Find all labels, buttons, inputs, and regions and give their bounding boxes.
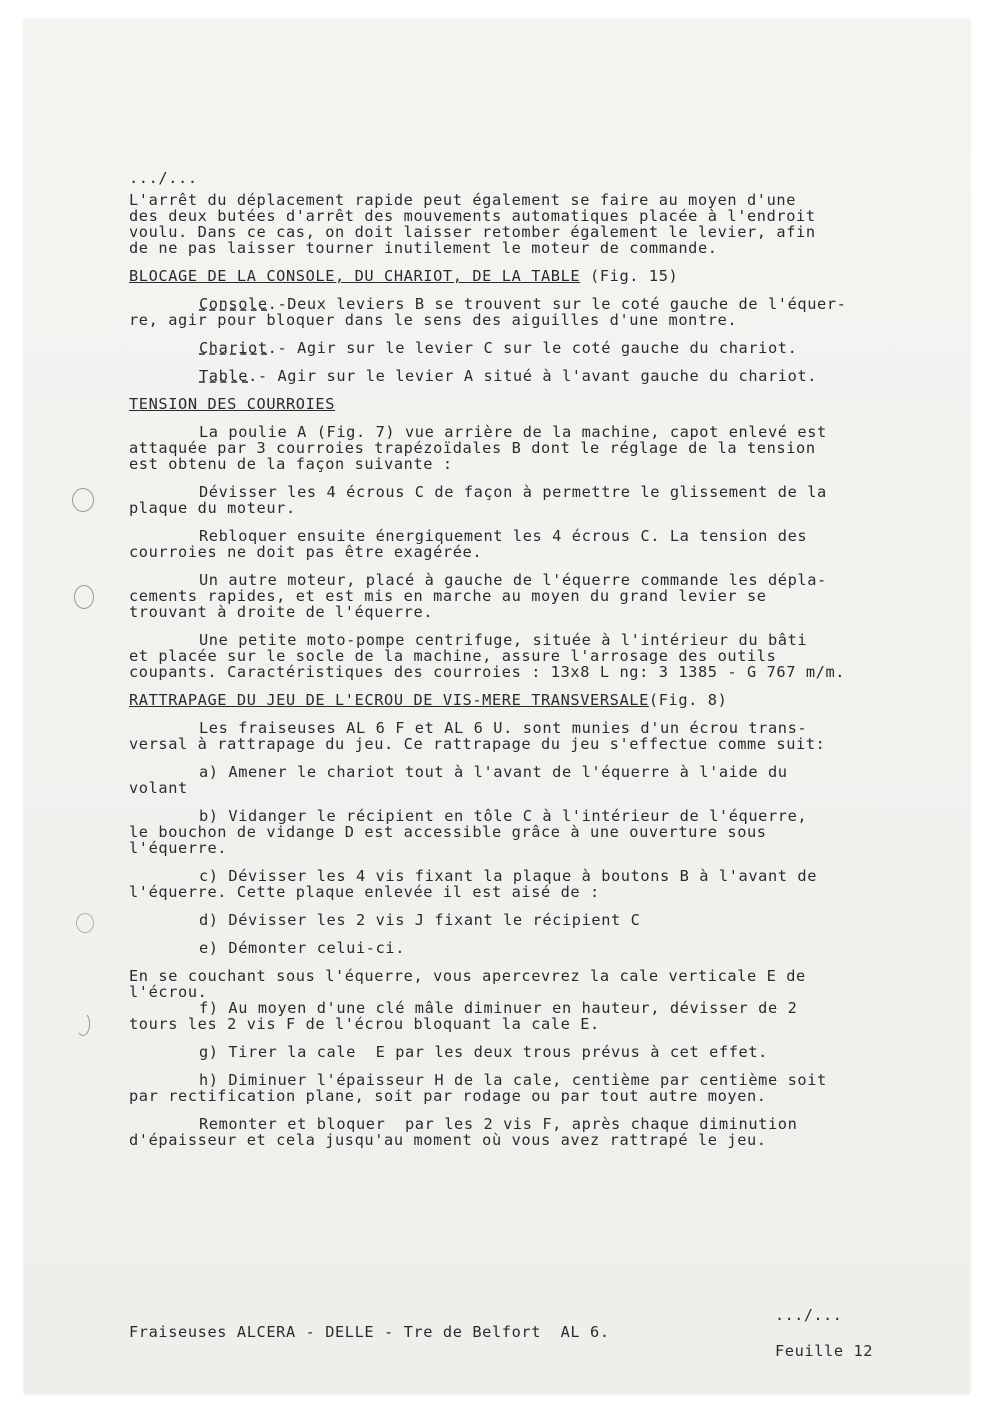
footer-continuation-marker: .../...: [775, 1306, 843, 1324]
step-h: h) Diminuer l'épaisseur H de la cale, centième par centième soit: [199, 1071, 827, 1089]
text-line: trouvant à droite de l'équerre.: [129, 603, 434, 621]
text-line: par rectification plane, soit par rodage ou par tout autre moyen.: [129, 1087, 767, 1105]
step-f: f) Au moyen d'une clé mâle diminuer en hauteur, dévisser de 2: [199, 999, 798, 1017]
text-line: l'équerre.: [129, 839, 228, 857]
text-line: re, agir pour bloquer dans le sens des aiguilles d'une montre.: [129, 311, 738, 329]
text-line: des deux butées d'arrêt des mouvements automatiques placée à l'endroit: [129, 207, 816, 225]
intro-paragraph: [129, 192, 949, 256]
step-d: d) Dévisser les 2 vis J fixant le récipient C: [199, 911, 641, 929]
step-e: e) Démonter celui-ci.: [199, 939, 405, 957]
text-line: cements rapides, et est mis en marche au moyen du grand levier se: [129, 587, 767, 605]
section-heading-blocage: BLOCAGE DE LA CONSOLE, DU CHARIOT, DE LA TABLE (Fig. 15): [129, 267, 679, 285]
text-line: l'écrou.: [129, 983, 208, 1001]
text-line: Remonter et bloquer par les 2 vis F, après chaque diminution: [199, 1115, 798, 1133]
punch-hole: [72, 488, 94, 512]
continuation-marker: .../...: [129, 169, 198, 187]
step-g: g) Tirer la cale E par les deux trous prévus à cet effet.: [199, 1043, 768, 1061]
text-line: courroies ne doit pas être exagérée.: [129, 543, 483, 561]
text-line: L'arrêt du déplacement rapide peut également se faire au moyen d'une: [129, 191, 797, 209]
text-line: l'équerre. Cette plaque enlevée il est aisé de :: [129, 883, 600, 901]
footer-company: Fraiseuses ALCERA - DELLE - Tre de Belfort AL 6.: [129, 1323, 610, 1341]
document-body: [129, 170, 949, 1148]
text-line: le bouchon de vidange D est accessible grâce à une ouverture sous: [129, 823, 767, 841]
text-line: Dévisser les 4 écrous C de façon à permettre le glissement de la: [199, 483, 827, 501]
step-c: c) Dévisser les 4 vis fixant la plaque à boutons B à l'avant de: [199, 867, 817, 885]
text-line: coupants. Caractéristiques des courroies : 13x8 L ng: 3 1385 - G 767 m/m.: [129, 663, 846, 681]
text-line: En se couchant sous l'équerre, vous apercevrez la cale verticale E de: [129, 967, 806, 985]
table-item: Table.- Agir sur le levier A situé à l'avant gauche du chariot.: [199, 367, 818, 385]
text-line: La poulie A (Fig. 7) vue arrière de la machine, capot enlevé est: [199, 423, 827, 441]
chariot-item: Chariot.- Agir sur le levier C sur le coté gauche du chariot.: [199, 339, 798, 357]
text-line: Rebloquer ensuite énergiquement les 4 écrous C. La tension des: [199, 527, 808, 545]
step-a: a) Amener le chariot tout à l'avant de l'équerre à l'aide du: [199, 763, 788, 781]
text-line: est obtenu de la façon suivante :: [129, 455, 453, 473]
punch-hole: [76, 913, 94, 933]
text-line: versal à rattrapage du jeu. Ce rattrapage du jeu s'effectue comme suit:: [129, 735, 826, 753]
punch-hole: [76, 1012, 90, 1036]
text-line: plaque du moteur.: [129, 499, 296, 517]
text-line: Les fraiseuses AL 6 F et AL 6 U. sont munies d'un écrou trans-: [199, 719, 808, 737]
text-line: tours les 2 vis F de l'écrou bloquant la cale E.: [129, 1015, 600, 1033]
step-b: b) Vidanger le récipient en tôle C à l'intérieur de l'équerre,: [199, 807, 808, 825]
page-number: Feuille 12: [775, 1342, 874, 1360]
punch-hole: [74, 585, 94, 609]
text-line: et placée sur le socle de la machine, assure l'arrosage des outils: [129, 647, 777, 665]
text-line: Une petite moto-pompe centrifuge, située à l'intérieur du bâti: [199, 631, 808, 649]
text-line: Un autre moteur, placé à gauche de l'équerre commande les dépla-: [199, 571, 827, 589]
console-item: Console.-Deux leviers B se trouvent sur le coté gauche de l'équer-: [199, 295, 847, 313]
section-heading-rattrapage: RATTRAPAGE DU JEU DE L'ECROU DE VIS-MERE TRANSVERSALE(Fig. 8): [129, 691, 728, 709]
text-line: d'épaisseur et cela jusqu'au moment où vous avez rattrapé le jeu.: [129, 1131, 767, 1149]
section-heading-tension: TENSION DES COURROIES: [129, 395, 335, 413]
text-line: voulu. Dans ce cas, on doit laisser retomber également le levier, afin: [129, 223, 816, 241]
text-line: de ne pas laisser tourner inutilement le moteur de commande.: [129, 239, 718, 257]
text-line: attaquée par 3 courroies trapézoïdales B dont le réglage de la tension: [129, 439, 816, 457]
text-line: volant: [129, 779, 188, 797]
